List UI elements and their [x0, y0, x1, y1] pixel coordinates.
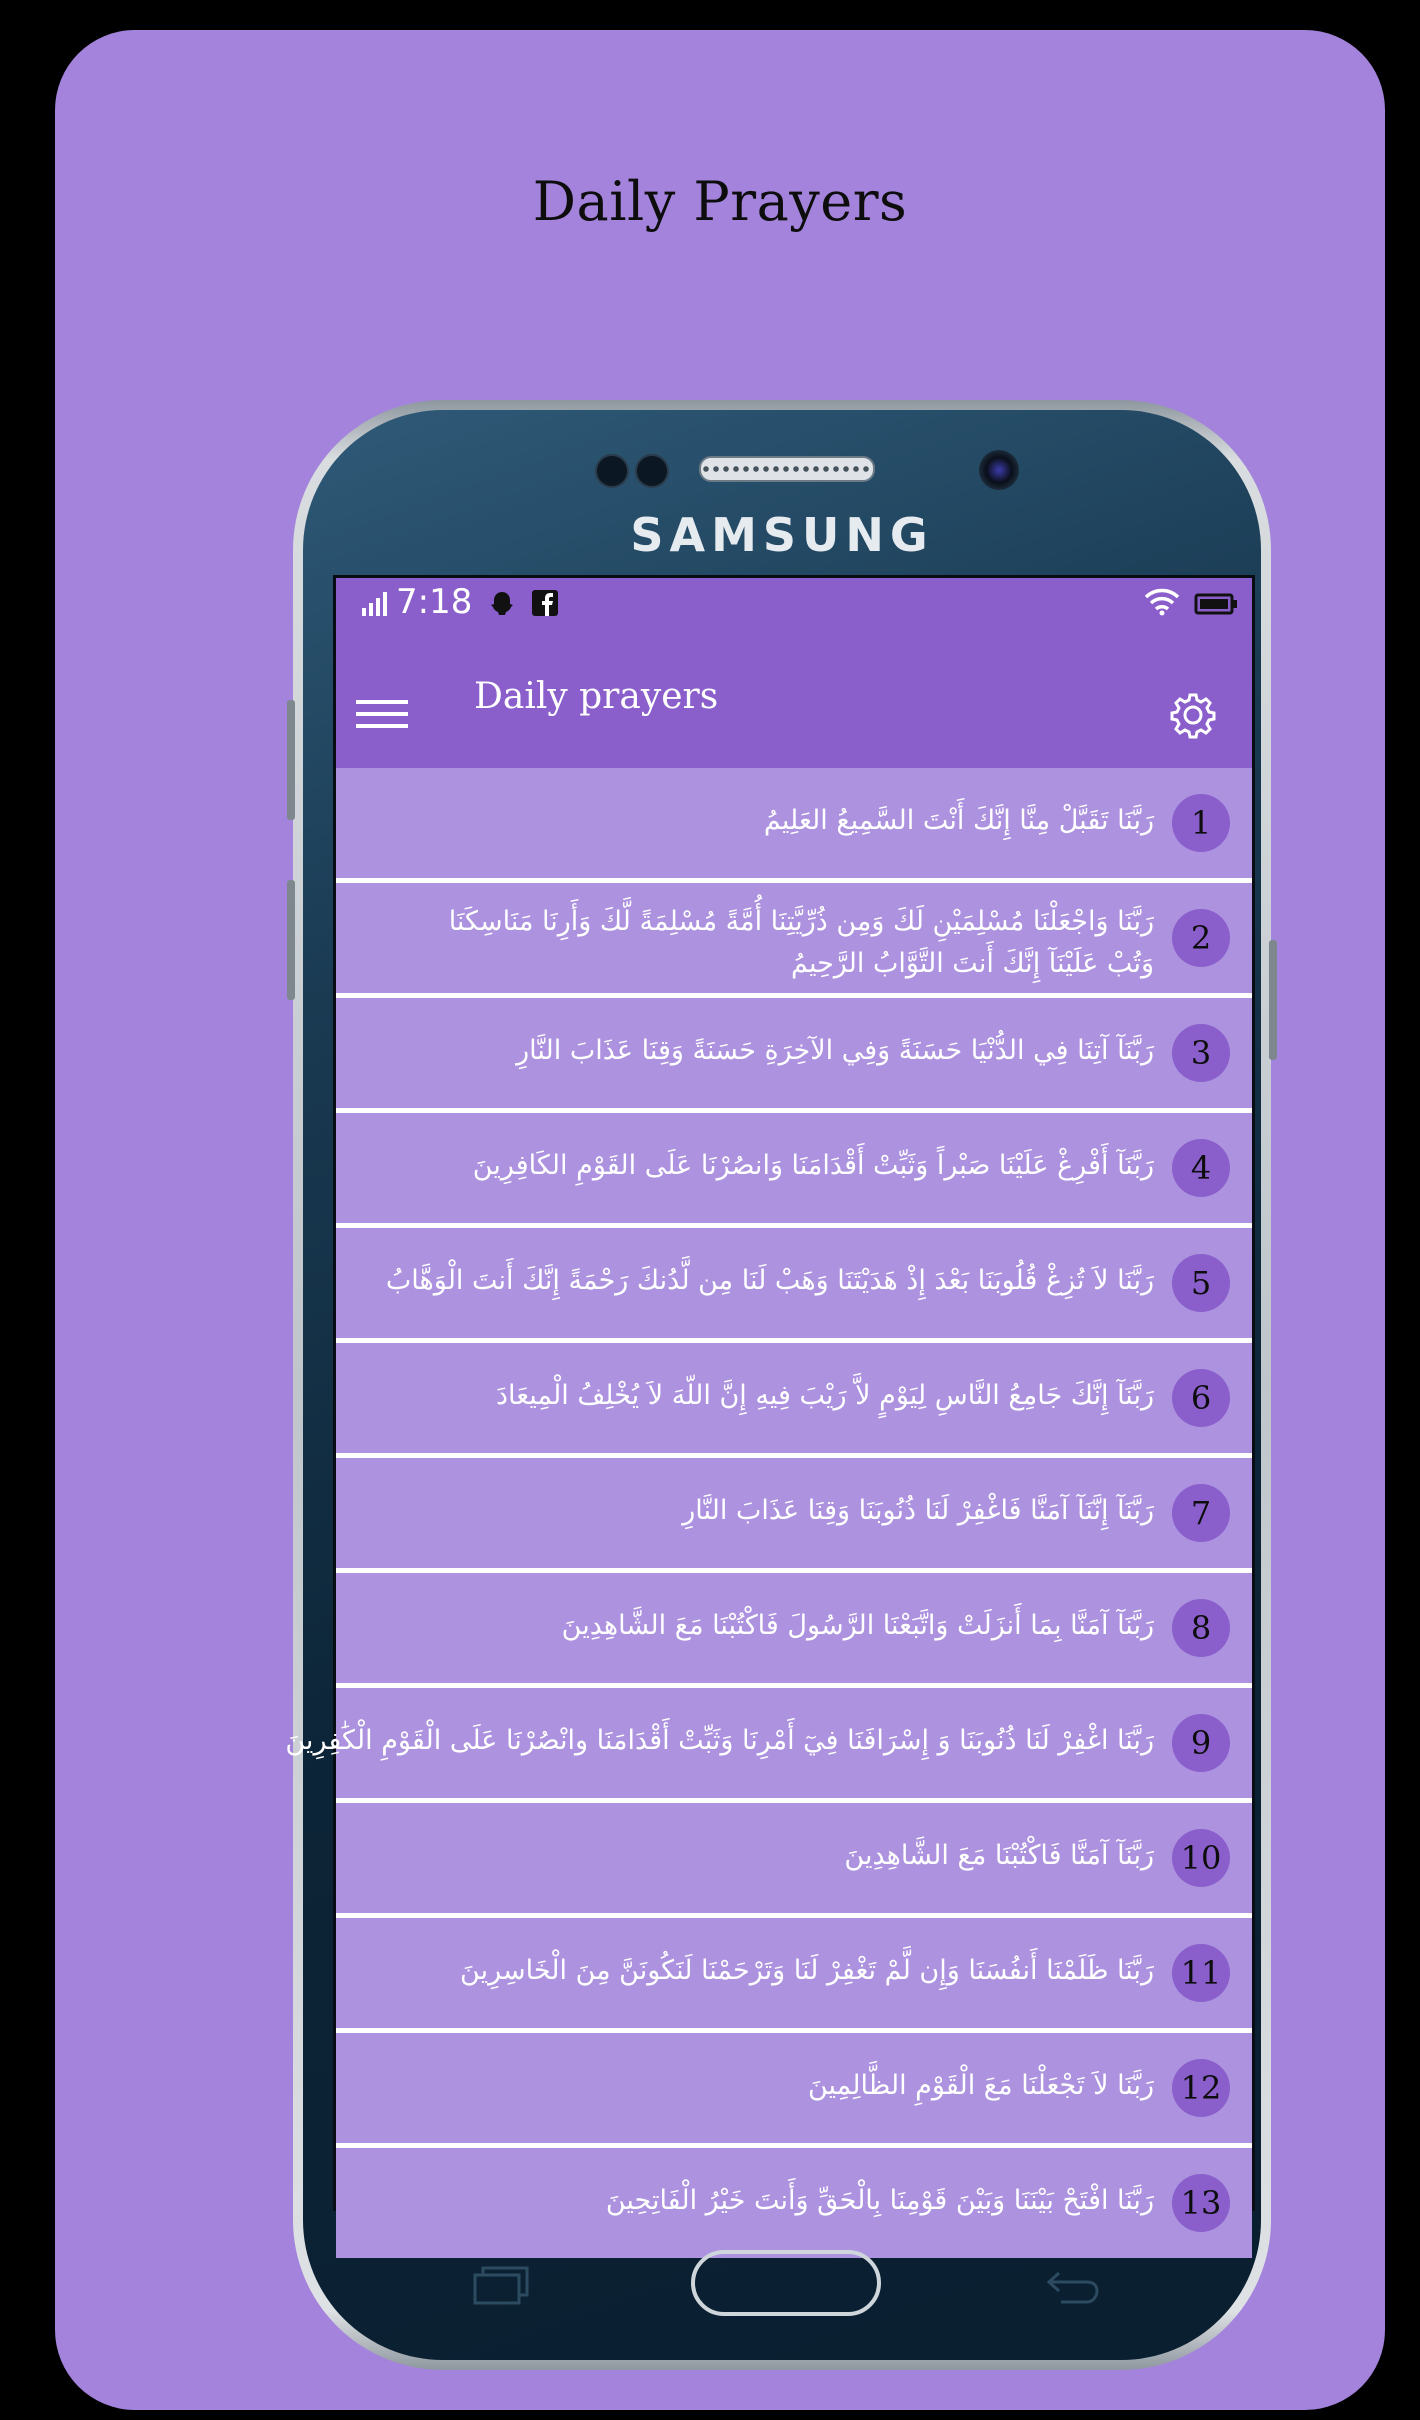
prayer-text: رَبَّنَا افْتَحْ بَيْنَنَا وَبَيْنَ قَوْمِنَا بِالْحَقِّ وَأَنتَ خَيْرُ الْفَاتِحِينَ [605, 2185, 1154, 2216]
sensor-dot [635, 454, 669, 488]
promo-title: Daily Prayers [532, 170, 908, 233]
prayer-number-badge: 3 [1172, 1024, 1230, 1082]
prayer-text: رَبَّنَا اغْفِرْ لَنَا ذُنُوبَنَا وَ إِسْرَافَنَا فِيٓ أَمْرِنَا وَثَبِّتْ أَقْدَامَنَا وانْصُرْنَا عَلَى الْقَوْمِ الْكَٰفِرِينَ [285, 1725, 1154, 1756]
prayer-text: رَبَّنَآ آمَنَّا بِمَا أَنزَلَتْ وَاتَّبَعْنَا الرَّسُولَ فَاكْتُبْنَا مَعَ الشَّاهِدِينَ [561, 1610, 1154, 1641]
earpiece [699, 456, 875, 482]
navigation-area [303, 2210, 1261, 2360]
settings-gear-icon[interactable] [1170, 692, 1216, 738]
screen [285, 575, 1255, 2222]
prayer-number-badge: 13 [1172, 2174, 1230, 2232]
prayer-text: رَبَّنَآ إِنَّكَ جَامِعُ النَّاسِ لِيَوْمٍ لاَّ رَيْبَ فِيهِ إِنَّ اللّهَ لاَ يُخْلِفُ الْمِيعَادَ [496, 1380, 1154, 1411]
battery-icon [1194, 593, 1238, 615]
prayer-text: رَبَّنَا وَاجْعَلْنَا مُسْلِمَيْنِ لَكَ وَمِن ذُرِّيَّتِنَا أُمَّةً مُسْلِمَةً لَّكَ وَأَرِنَا مَنَاسِكَنَا وَتُبْ عَلَيْنَآ إِنَّكَ أَنتَ التَّوَّابُ الرَّحِيمُ [448, 906, 1154, 979]
prayer-row[interactable] [336, 1113, 1252, 1223]
prayer-number-badge: 8 [1172, 1599, 1230, 1657]
promo-card [55, 30, 1385, 2410]
recent-apps-icon[interactable] [471, 2265, 531, 2305]
prayer-text: رَبَّنَا تَقَبَّلْ مِنَّا إِنَّكَ أَنْتَ السَّمِيعُ العَلِيمُ [763, 805, 1154, 836]
prayer-row[interactable] [336, 1573, 1252, 1683]
power-button [1269, 940, 1277, 1060]
signal-icon [362, 592, 388, 616]
facebook-icon [532, 590, 558, 616]
snapchat-icon [488, 590, 516, 618]
prayer-text: رَبَّنَآ أَفْرِغْ عَلَيْنَا صَبْراً وَثَبِّتْ أَقْدَامَنَا وَانصُرْنَا عَلَى القَوْمِ الكَافِرِينَ [472, 1150, 1154, 1181]
status-time: 7:18 [396, 582, 473, 622]
prayer-text: رَبَّنَا لاَ تَجْعَلْنَا مَعَ الْقَوْمِ الظَّالِمِينَ [807, 2070, 1154, 2101]
volume-up-button [287, 700, 295, 820]
prayer-number-badge: 10 [1172, 1829, 1230, 1887]
prayer-number-badge: 9 [1172, 1714, 1230, 1772]
prayer-text: رَبَّنَا لاَ تُزِغْ قُلُوبَنَا بَعْدَ إِذْ هَدَيْتَنَا وَهَبْ لَنَا مِن لَّدُنكَ رَحْمَةً إِنَّكَ أَنتَ الْوَهَّابُ [385, 1265, 1154, 1296]
prayer-number-badge: 11 [1172, 1944, 1230, 2002]
prayer-text: رَبَّنَآ إِنَّنَآ آمَنَّا فَاغْفِرْ لَنَا ذُنُوبَنَا وَقِنَا عَذَابَ النَّارِ [682, 1495, 1154, 1526]
prayer-row[interactable] [336, 1458, 1252, 1568]
prayer-number-badge: 7 [1172, 1484, 1230, 1542]
volume-down-button [287, 880, 295, 1000]
prayer-list [285, 768, 1252, 2222]
prayer-row[interactable] [285, 1688, 1252, 1798]
prayer-row[interactable] [336, 768, 1252, 878]
prayer-row[interactable] [336, 883, 1252, 993]
menu-icon[interactable] [356, 700, 408, 730]
prayer-row[interactable] [336, 1343, 1252, 1453]
prayer-number-badge: 4 [1172, 1139, 1230, 1197]
prayer-row[interactable] [336, 1228, 1252, 1338]
app-bar [336, 628, 1252, 768]
prayer-number-badge: 1 [1172, 794, 1230, 852]
prayer-row[interactable] [336, 2033, 1252, 2143]
back-icon[interactable] [1043, 2265, 1103, 2305]
prayer-row[interactable] [336, 998, 1252, 1108]
prayer-number-badge: 5 [1172, 1254, 1230, 1312]
prayer-number-badge: 2 [1172, 909, 1230, 967]
prayer-number-badge: 12 [1172, 2059, 1230, 2117]
front-camera [979, 450, 1019, 490]
app-title: Daily prayers [474, 676, 719, 717]
prayer-row[interactable] [336, 1918, 1252, 2028]
sensor-dot [595, 454, 629, 488]
prayer-number-badge: 6 [1172, 1369, 1230, 1427]
phone-face [285, 410, 1261, 2360]
prayer-text: رَبَّنَا ظَلَمْنَا أَنفُسَنَا وَإِن لَّمْ تَغْفِرْ لَنَا وَتَرْحَمْنَا لَنَكُونَنَّ مِنَ الْخَاسِرِينَ [460, 1955, 1154, 1986]
brand-logo: SAMSUNG [630, 508, 934, 562]
prayer-row[interactable] [336, 1803, 1252, 1913]
phone-frame [285, 400, 1271, 2370]
prayer-text: رَبَّنَآ آمَنَّا فَاكْتُبْنَا مَعَ الشَّاهِدِينَ [844, 1840, 1154, 1871]
home-button[interactable] [691, 2250, 881, 2316]
status-bar [336, 578, 1252, 629]
prayer-text: رَبَّنَآ آتِنَا فِي الدُّنْيَا حَسَنَةً وَفِي الآخِرَةِ حَسَنَةً وَقِنَا عَذَابَ النَّارِ [516, 1035, 1154, 1066]
wifi-icon [1144, 588, 1180, 616]
